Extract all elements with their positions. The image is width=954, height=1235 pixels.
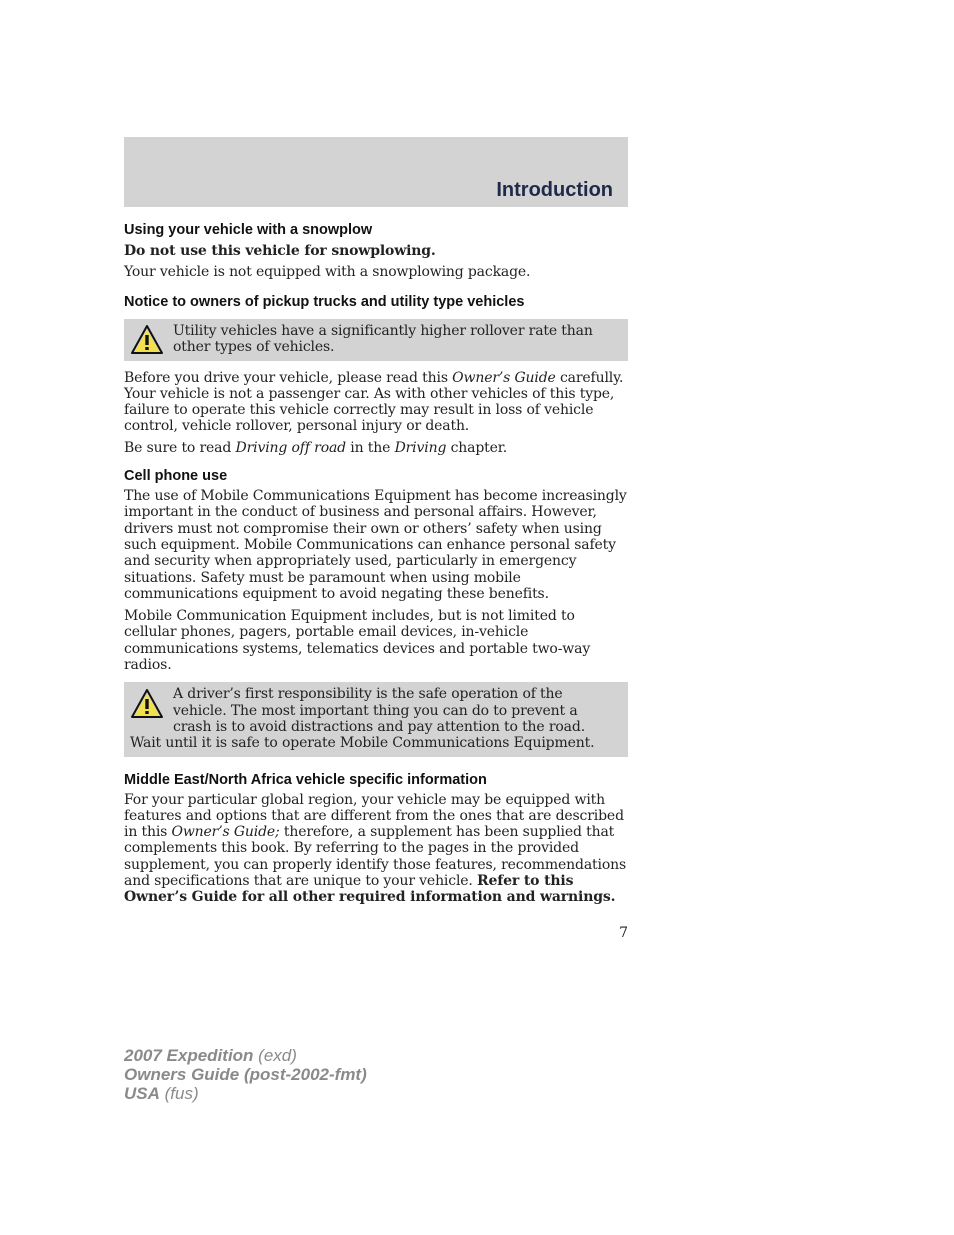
warning-box-rollover [124,319,628,361]
document-footer [124,1046,367,1103]
warning-triangle-icon [130,688,164,720]
footer-line-1: 2007 Expedition (exd) [124,1046,297,1065]
snowplow-body: Your vehicle is not equipped with a snowplowing package. [124,264,531,281]
section-heading-cell-phone: Cell phone use [124,468,228,485]
middle-east-paragraph: For your particular global region, your vehicle may be equipped with features and options that are different from the ones that are described in this Owner’s Guide; therefore, a supplement has been supplied that complements this book. By referring to the pages in the provided supplement, you can properly identify those features, recommendations and specifications that are unique to your vehicle. Refer to this Owner’s Guide for all other required information and warnings. [124,791,626,906]
warning-triangle-icon [130,324,164,356]
snowplow-warning-text: Do not use this vehicle for snowplowing. [124,243,436,259]
footer-line-3: USA (fus) [124,1084,199,1103]
chapter-header [124,137,628,207]
footer-line-2: Owners Guide (post-2002-fmt) [124,1065,367,1084]
section-heading-snowplow: Using your vehicle with a snowplow [124,222,373,238]
section-heading-notice: Notice to owners of pickup trucks and utility type vehicles [124,293,525,310]
warning-text-driver: A driver’s first responsibility is the safe operation of the vehicle. The most important thing you can do to prevent a crash is to avoid distractions and pay attention to the road. Wait until it is safe to operate Mobile Communications Equipment. [130,686,595,752]
chapter-title: Introduction [496,179,613,201]
notice-paragraph-1: Before you drive your vehicle, please read this Owner’s Guide carefully. Your vehicle is not a passenger car. As with other vehicles of this type, failure to operate this vehicle correctly may result in loss of vehicle control, vehicle rollover, personal injury or death. [124,369,624,435]
warning-text-rollover: Utility vehicles have a significantly higher rollover rate than other types of vehicles. [173,322,593,355]
cell-paragraph-2: Mobile Communication Equipment includes, but is not limited to cellular phones, pagers, portable email devices, in-vehicle communications systems, telematics devices and portable two-way radios. [124,608,591,674]
warning-box-driver [124,682,628,756]
page-number: 7 [619,925,628,941]
notice-paragraph-2: Be sure to read Driving off road in the Driving chapter. [124,439,508,456]
manual-page [124,137,628,906]
section-heading-middle-east: Middle East/North Africa vehicle specific information [124,771,487,788]
cell-paragraph-1: The use of Mobile Communications Equipment has become increasingly important in the conduct of business and personal affairs. However, drivers must not compromise their own or others’ safety when using such equipment. Mobile Communications can enhance personal safety and security when appropriately used, particularly in emergency situations. Safety must be paramount when using mobile communications equipment to avoid negating these benefits. [124,488,627,602]
